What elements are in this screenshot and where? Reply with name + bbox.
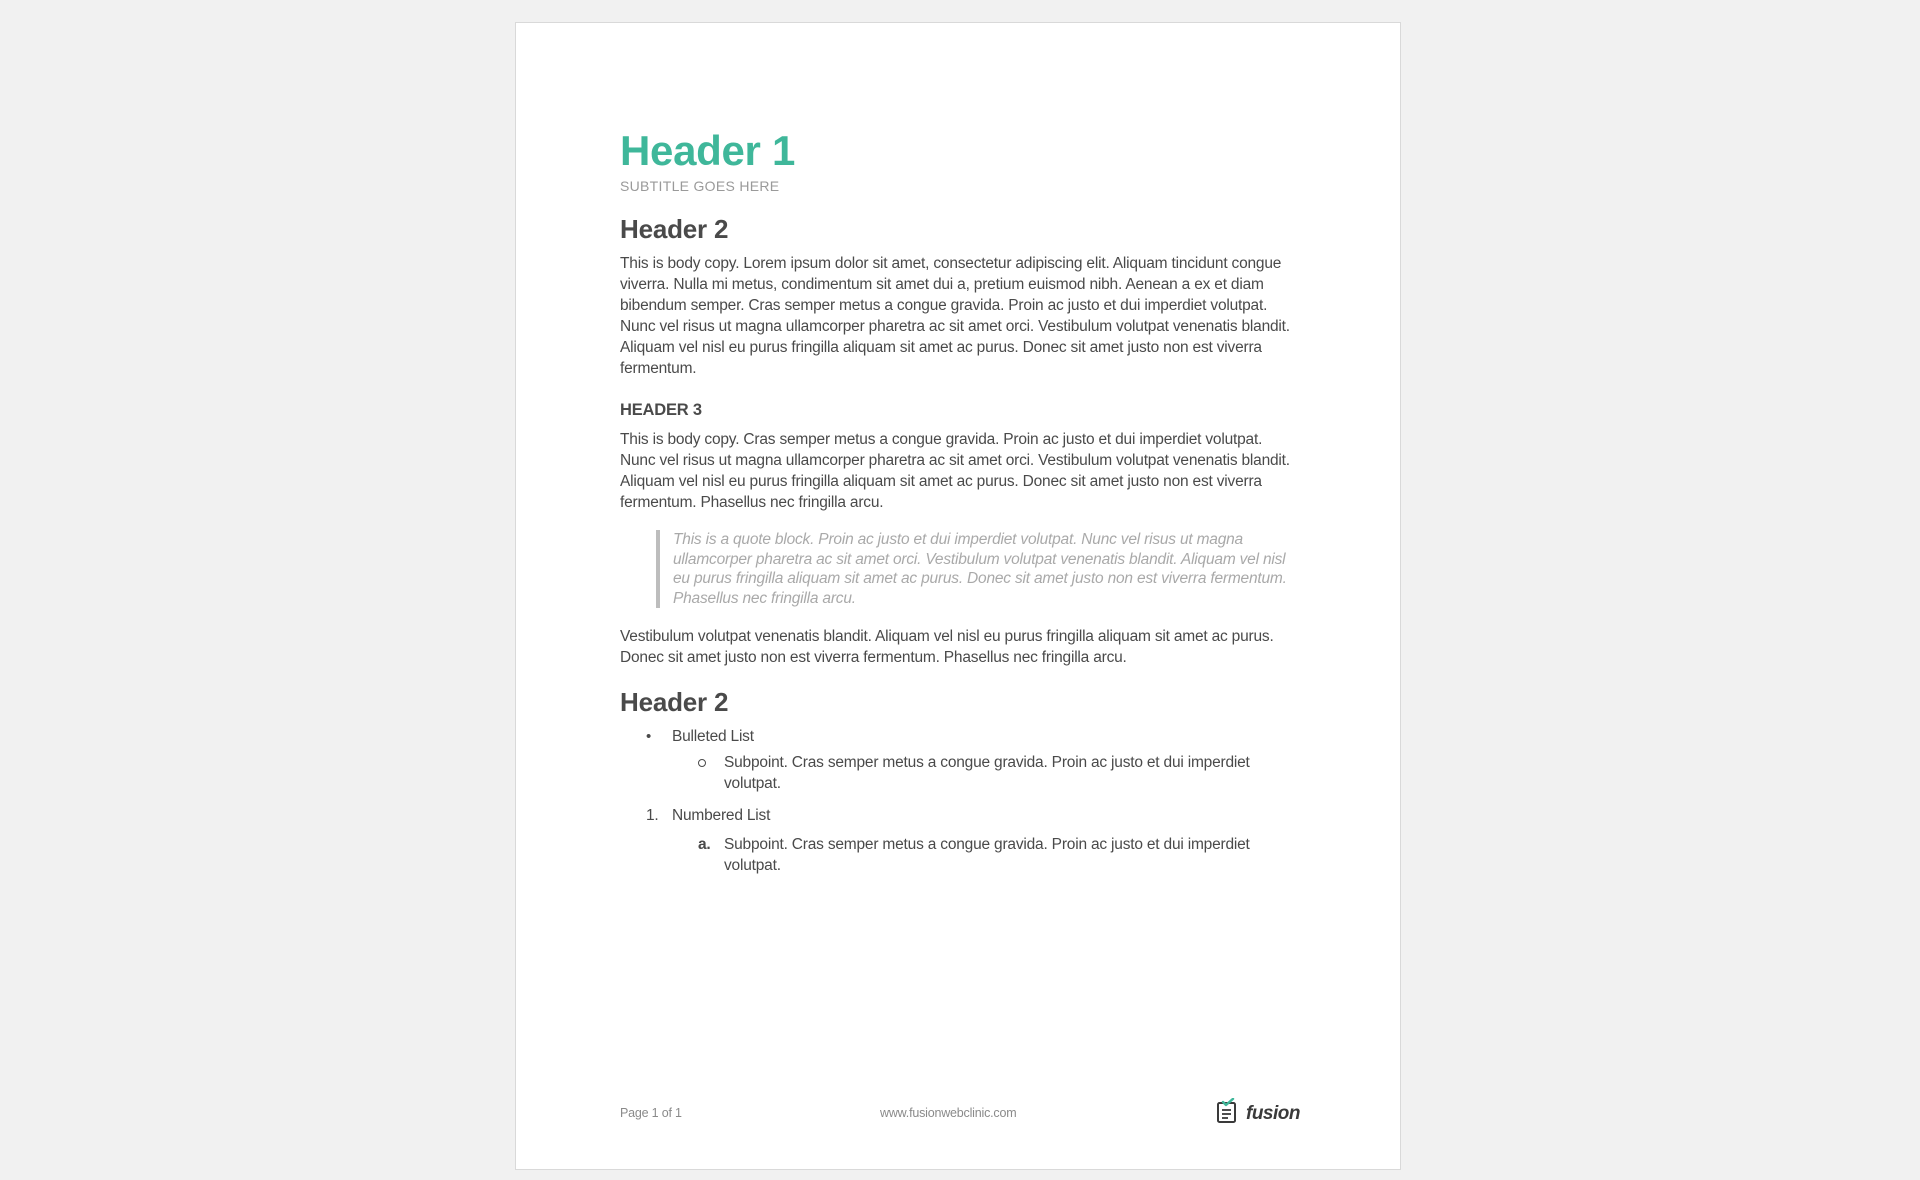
footer-logo <box>1216 1098 1300 1129</box>
list-subitem <box>620 834 1300 876</box>
bullet-icon: • <box>646 728 652 745</box>
body-paragraph: This is body copy. Cras semper metus a congue gravida. Proin ac justo et dui imperdiet volutpat. Nunc vel risus ut magna ullamcorper pharetra ac sit amet orci. Vestibulum volutpat venenatis blandit. Aliquam vel nisl eu purus fringilla aliquam sit amet ac purus. Donec sit amet justo non est viverra fermentum. Phasellus nec fringilla arcu. <box>620 431 1290 511</box>
checklist-icon <box>1216 1098 1240 1129</box>
bulleted-list <box>620 726 1300 794</box>
list-item-label: Numbered List <box>672 807 771 824</box>
list-number: 1. <box>646 807 659 824</box>
list-subitem <box>620 752 1300 794</box>
body-paragraph: This is body copy. Lorem ipsum dolor sit amet, consectetur adipiscing elit. Aliquam tincidunt congue viverra. Nulla mi metus, condimentum sit amet dui a, pretium euismod nibh. Aenean a ex et diam bibendum semper. Cras semper metus a congue gravida. Proin ac justo et dui imperdiet volutpat. Nunc vel risus ut magna ullamcorper pharetra ac sit amet orci. Vestibulum volutpat venenatis blandit. Aliquam vel nisl eu purus fringilla aliquam sit amet ac purus. Donec sit amet justo non est viverra fermentum. <box>620 255 1290 377</box>
circle-bullet-icon <box>698 752 706 773</box>
document-title: Header 1 <box>620 127 796 174</box>
list-item <box>620 805 1300 826</box>
numbered-list <box>620 805 1300 876</box>
document-subtitle: SUBTITLE GOES HERE <box>620 178 780 194</box>
list-letter: a. <box>698 836 711 853</box>
section-heading: Header 2 <box>620 214 729 244</box>
document-page <box>515 22 1401 1170</box>
body-paragraph: Vestibulum volutpat venenatis blandit. Aliquam vel nisl eu purus fringilla aliquam sit amet ac purus. Donec sit amet justo non est viverra fermentum. Phasellus nec fringilla arcu. <box>620 628 1274 666</box>
list-item <box>620 726 1300 747</box>
list-item-label: Bulleted List <box>672 728 754 745</box>
document-content <box>620 127 1300 876</box>
section-heading: Header 2 <box>620 687 729 717</box>
footer-url: www.fusionwebclinic.com <box>880 1106 1017 1120</box>
list-subitem-text: Subpoint. Cras semper metus a congue gravida. Proin ac justo et dui imperdiet volutpat. <box>724 836 1250 874</box>
page-number: Page 1 of 1 <box>620 1106 682 1120</box>
logo-text: fusion <box>1246 1102 1300 1124</box>
subsection-heading: HEADER 3 <box>620 401 702 419</box>
quote-block: This is a quote block. Proin ac justo et dui imperdiet volutpat. Nunc vel risus ut magna ullamcorper pharetra ac sit amet orci. Vestibulum volutpat venenatis blandit. Aliquam vel nisl eu purus fringilla aliquam sit amet ac purus. Donec sit amet justo non est viverra fermentum. Phasellus nec fringilla arcu. <box>656 530 1300 608</box>
list-subitem-text: Subpoint. Cras semper metus a congue gravida. Proin ac justo et dui imperdiet volutpat. <box>724 754 1250 792</box>
